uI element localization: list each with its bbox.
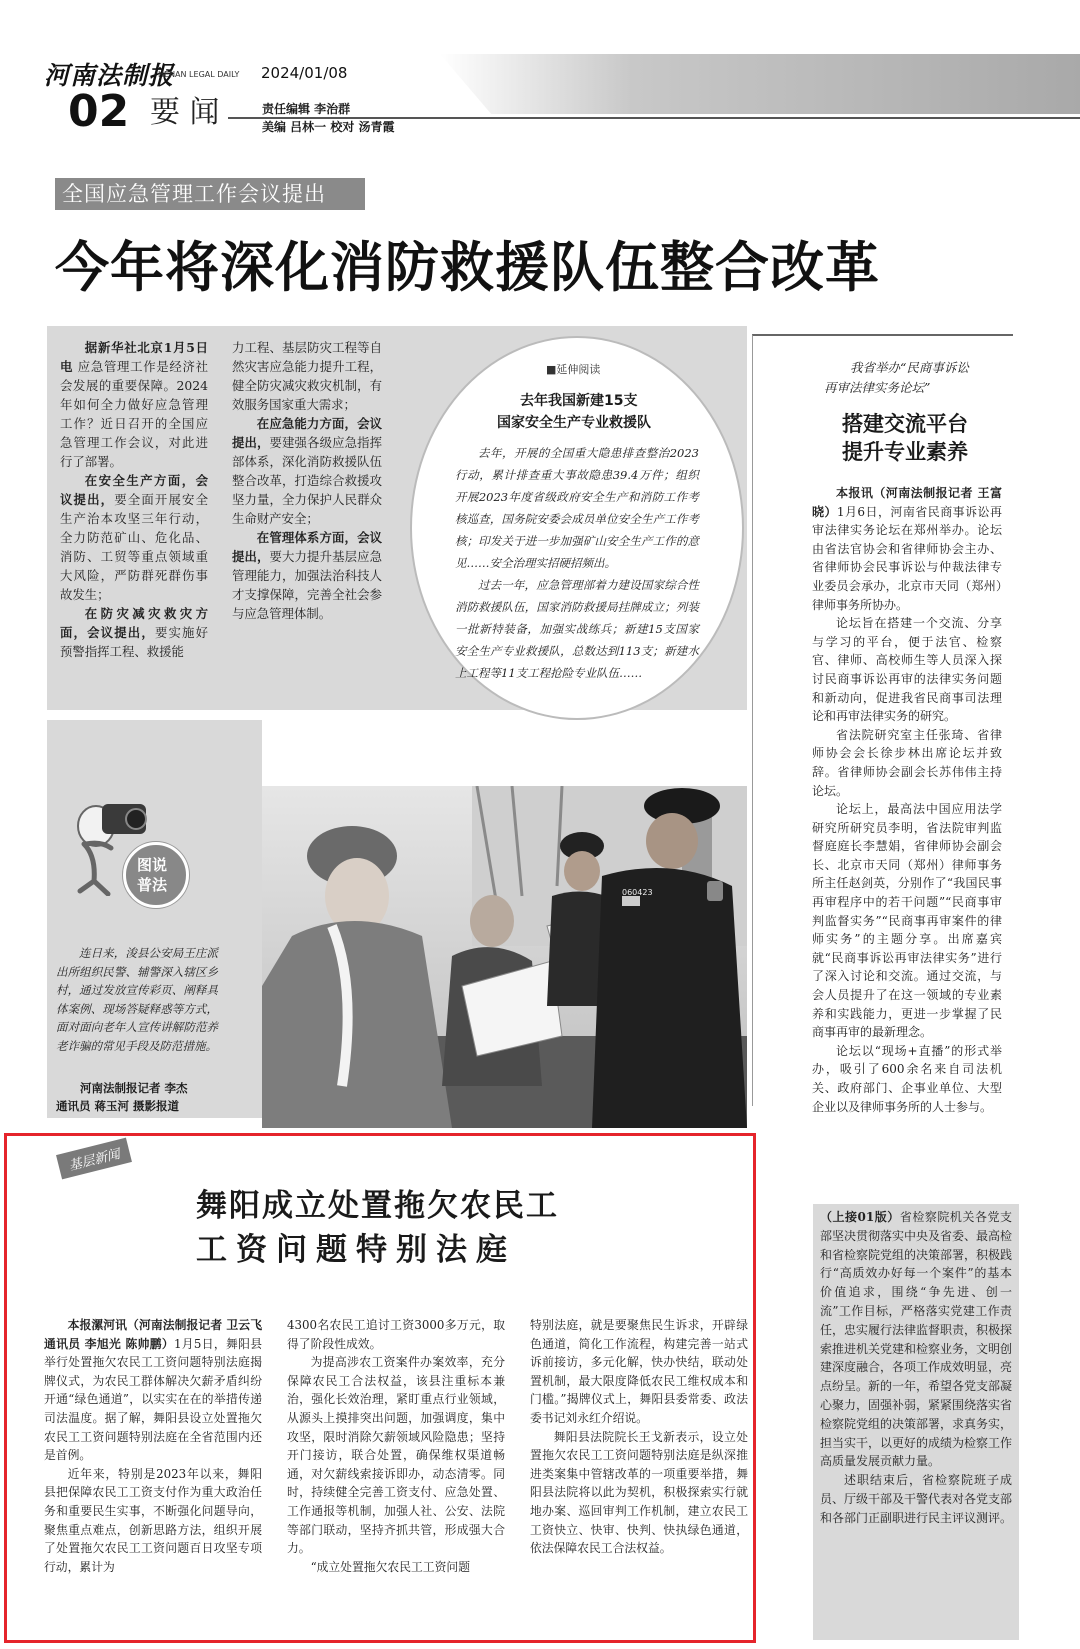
lead-col-1-para: 在防灾减灾救灾方面，会议提出，要实施好预警指挥工程、救援能 xyxy=(60,606,209,659)
extended-reading-body xyxy=(455,442,699,684)
grassroots-col-1 xyxy=(44,1316,262,1576)
grassroots-stamp: 基层新闻 xyxy=(56,1138,132,1180)
grassroots-col-2-para: 4300名农民工追讨工资3000多万元，取得了阶段性成效。 xyxy=(287,1318,505,1351)
extended-reading-tag: ■延伸阅读 xyxy=(546,363,601,376)
grassroots-col-3-para: 特别法庭，就是要聚焦民生诉求，开辟绿色通道，简化工作流程，构建完善一站式诉前接访，多元化解，快办快结，联动处置机制，最大限度降低农民工维权成本和门槛。”揭牌仪式上，舞阳县委常委、政法委书记刘永红介绍说。 xyxy=(530,1318,748,1425)
grassroots-col-3-para: 舞阳县法院院长王戈新表示，设立处置拖欠农民工工资问题特别法庭是纵深推进类案集中管辖改革的一项重要举措，舞阳县法院将以此为契机，积极探索实行就地办案、巡回审判工作机制，建立农民工工资快立、快审、快判、快执绿色通道，依法保障农民工合法权益。 xyxy=(530,1429,748,1556)
continued-para: （上接01版）省检察院机关各党支部坚决贯彻落实中央及省委、最高检和省检察院党组的决策部署，积极践行“高质效办好每一个案件”的基本价值追求，围绕“争先进、创一流”工作目标，严格落实党建工作责任，忠实履行法律监督职责，积极探索推进机关党建和检察业务，文明创建深度融合，各项工作成效明显，亮点纷呈。新的一年，希望各党支部凝心聚力，固强补弱，紧紧围绕落实省检察院党组的决策部署，求真务实，担当实干，以更好的成绩为检察工作高质量发展贡献力量。 xyxy=(820,1210,1013,1469)
photo-credit-1: 河南法制报记者 李杰 xyxy=(80,1081,188,1095)
tushuo-badge-line-2: 普法 xyxy=(137,876,168,894)
lead-col-2 xyxy=(232,338,382,623)
forum-headline-2: 提升专业素养 xyxy=(842,440,968,464)
continued-body xyxy=(820,1208,1012,1528)
photo-caption-panel xyxy=(47,720,262,1118)
lead-col-1-para: 据新华社北京1月5日电 应急管理工作是经济社会发展的重要保障。2024年如何全力做好应急管理工作？近日召开的全国应急管理工作会议，对此进行了部署。 xyxy=(60,340,208,469)
lead-col-2-para: 在应急能力方面，会议提出，要建强各级应急指挥部体系，深化消防救援队伍整合改革，打造综合救援攻坚力量，全力保护人民群众生命财产安全； xyxy=(232,416,383,526)
lead-col-1 xyxy=(60,338,208,661)
page-number: 02 xyxy=(68,86,130,137)
grassroots-col-2-para: 为提高涉农工资案件办案效率，充分保障农民工合法权益，该县注重标本兼治，强化长效治理，紧盯重点行业领域，从源头上摸排突出问题，加强调度，集中攻坚，限时消除欠薪领域风险隐患；坚持开门接访，联合处置，确保维权渠道畅通，对欠薪线索接诉即办，动态清零。同时，持续健全完善工资支付、应急处置、工作通报等机制，加强人社、公安、法院等部门联动，坚持齐抓共管，形成强大合力。 xyxy=(287,1355,505,1556)
grassroots-col-1-para: 本报漯河讯（河南法制报记者 卫云飞 通讯员 李旭光 陈帅鹏）1月5日，舞阳县举行处置拖欠农民工工资问题特别法庭揭牌仪式，为农民工群体解决欠薪矛盾纠纷开通“绿色通道”，以实实在在的举措传递司法温度。据了解，舞阳县设立处置拖欠农民工工资问题特别法庭在全省范围内还是首例。 xyxy=(44,1318,262,1463)
continued-para: 述职结束后，省检察院班子成员、厅级干部及干警代表对各党支部和各部门正副职进行民主评议测评。 xyxy=(820,1473,1013,1525)
photo-caption-text: 连日来，浚县公安局王庄派出所组织民警、辅警深入辖区乡村，通过发放宣传彩页、阐释具体案例、现场答疑释惑等方式，面对面向老年人宣传讲解防范养老诈骗的常见手段及防范措施。 xyxy=(56,946,218,1053)
police-badge-number: 060423 xyxy=(622,888,653,897)
lead-headline: 今年将深化消防救援队伍整合改革 xyxy=(55,235,880,299)
editors-line-1: 责任编辑 李治群 xyxy=(262,102,351,116)
grassroots-col-1-para: 近年来，特别是2023年以来，舞阳县把保障农民工工资支付作为重大政治任务和重要民生实事，不断强化问题导向，聚焦重点难点，创新思路方法，组织开展了处置拖欠农民工工资问题百日攻坚专项行动，累计为 xyxy=(44,1466,262,1574)
tushuo-badge-line-1: 图说 xyxy=(137,856,168,874)
forum-body xyxy=(812,484,1002,1116)
editors-line-2: 美编 吕林一 校对 汤青霞 xyxy=(262,120,395,134)
masthead-logo: 河南法制报 xyxy=(44,61,175,90)
extended-reading-headline-2: 国家安全生产专业救援队 xyxy=(497,415,651,431)
lead-col-1-para: 在安全生产方面，会议提出，要全面开展安全生产治本攻坚三年行动，全力防范矿山、危化品、消防、工贸等重点领域重大风险，严防群死群伤事故发生； xyxy=(60,473,209,602)
extended-reading-para: 过去一年，应急管理部着力建设国家综合性消防救援队伍，国家消防救援局挂牌成立；列装一批新特装备，加强实战练兵；新建15支国家安全生产专业救援队，总数达到113支；新建水上工程等11支工程抢险专业队伍…… xyxy=(455,578,699,680)
section-name: 要 闻 xyxy=(150,95,220,130)
forum-kicker-2: 再审法律实务论坛” xyxy=(824,380,931,395)
lead-kicker: 全国应急管理工作会议提出 xyxy=(62,182,326,206)
forum-para: 本报讯（河南法制报记者 王富晓）1月6日，河南省民商事诉讼再审法律实务论坛在郑州举办。论坛由省法官协会和省律师协会主办、省律师协会民事诉讼与仲裁法律专业委员会承办，北京市天同（郑州）律师事务所协办。 xyxy=(812,486,1002,612)
grassroots-col-2-para: “成立处置拖欠农民工工资问题 xyxy=(310,1559,470,1574)
forum-para: 省法院研究室主任张琦、省律师协会会长徐步林出席论坛并致辞。省律师协会副会长苏伟伟主持论坛。 xyxy=(812,727,1002,798)
forum-para: 论坛上，最高法中国应用法学研究所研究员李明，省法院审判监督庭庭长李慧娟，省律师协会副会长、北京市天同（郑州）律师事务所主任赵剑英，分别作了“我国民事再审程序中的若干问题”“民商事审判监督实务”“民商事再审案件的律师实务”的主题分享。出席嘉宾就“民商事诉讼再审法律实务”进行了深入讨论和交流。通过交流，与会人员提升了在这一领域的专业素养和实践能力，更进一步掌握了民商事再审的最新理念。 xyxy=(812,802,1002,1040)
forum-para: 论坛旨在搭建一个交流、分享与学习的平台，便于法官、检察官、律师、高校师生等人员深入探讨民商事诉讼再审的法律实务问题和新动向，促进我省民商事司法理论和再审法律实务的研究。 xyxy=(812,616,1002,724)
grassroots-headline-1: 舞阳成立处置拖欠农民工 xyxy=(196,1188,559,1224)
photo-credit-2: 通讯员 蒋玉河 摄影报道 xyxy=(56,1099,180,1113)
extended-reading-para: 去年，开展的全国重大隐患排查整治2023行动，累计排查重大事故隐患39.4万件；组织开展2023年度省级政府安全生产和消防工作考核巡查，国务院安委会成员单位安全生产工作考核；印发关于进一步加强矿山安全生产工作的意见……安全治理实招硬招频出。 xyxy=(455,446,699,570)
grassroots-headline-2: 工资问题特别法庭 xyxy=(196,1232,516,1268)
masthead-date: 2024/01/08 xyxy=(261,64,348,82)
grassroots-col-3 xyxy=(530,1316,748,1558)
extended-reading-headline-1: 去年我国新建15支 xyxy=(520,393,638,409)
grassroots-col-2 xyxy=(287,1316,505,1576)
news-photo xyxy=(262,786,747,1128)
forum-headline-1: 搭建交流平台 xyxy=(842,412,968,436)
lead-col-2-para: 在管理体系方面，会议提出，要大力提升基层应急管理能力，加强法治科技人才支撑保障，完善全社会参与应急管理体制。 xyxy=(232,530,383,621)
header-diagonal-band xyxy=(440,54,1080,114)
forum-para: 论坛以“现场+直播”的形式举办，吸引了600余名来自司法机关、政府部门、企事业单位、大型企业以及律师事务所的人士参与。 xyxy=(812,1043,1002,1114)
masthead-english-name: HENAN LEGAL DAILY xyxy=(158,70,240,79)
forum-kicker-1: 我省举办“民商事诉讼 xyxy=(850,360,969,375)
lead-col-2-para: 力工程、基层防灾工程等自然灾害应急能力提升工程，健全防灾减灾救灾机制，有效服务国家重大需求； xyxy=(232,340,382,412)
photo-caption xyxy=(56,944,218,1056)
